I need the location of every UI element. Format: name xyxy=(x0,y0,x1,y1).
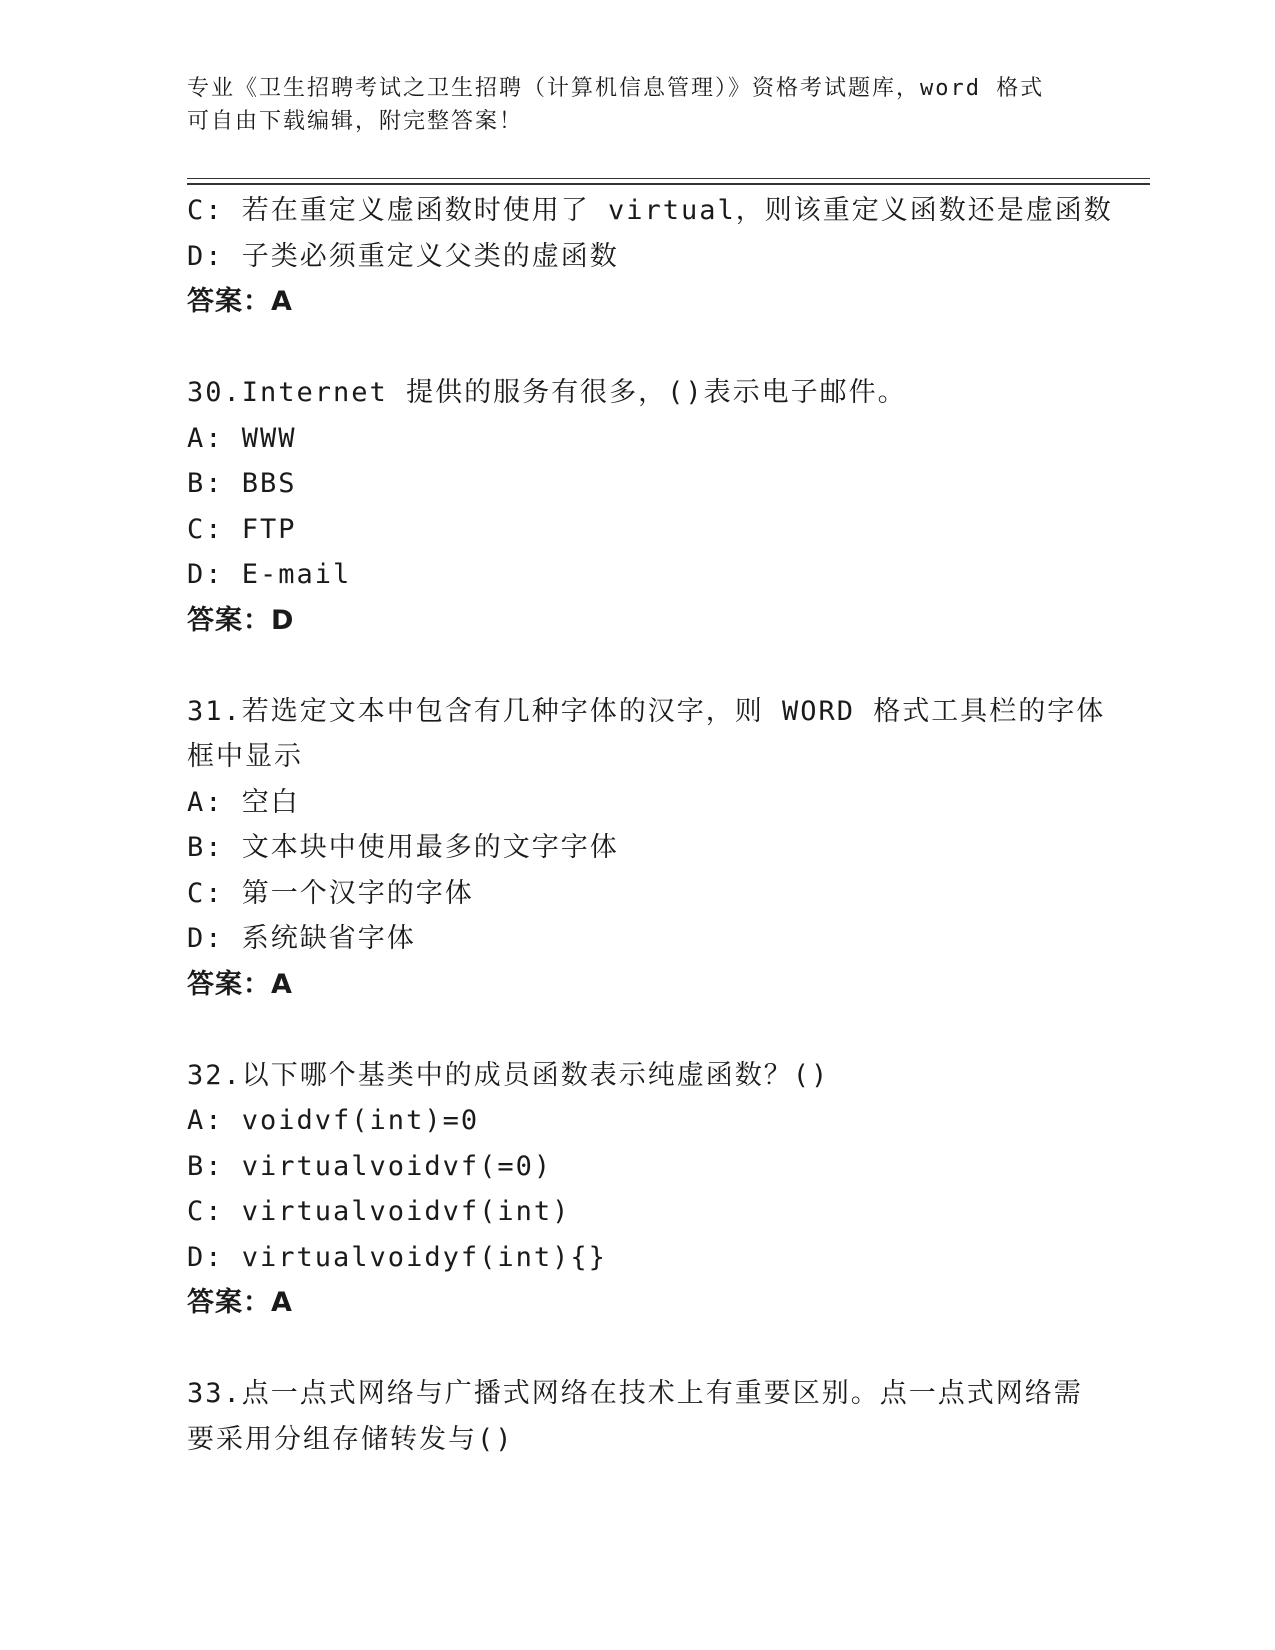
question-31 xyxy=(187,689,1107,1008)
option-c: C: virtualvoidvf(int) xyxy=(187,1196,571,1227)
option-b: B: BBS xyxy=(187,468,297,499)
answer-line: 答案：A xyxy=(187,968,293,1000)
spacer xyxy=(187,325,1107,371)
option-c: C: FTP xyxy=(187,513,297,545)
question-29-continued xyxy=(187,188,1113,325)
question-text-line-2: 要采用分组存储转发与() xyxy=(187,1423,514,1455)
header-divider-thin xyxy=(187,178,1150,179)
option-b: B: 文本块中使用最多的文字字体 xyxy=(187,832,619,863)
option-c: C: 第一个汉字的字体 xyxy=(187,877,474,909)
question-text-line-2: 框中显示 xyxy=(187,741,303,772)
option-d: D: E-mail xyxy=(187,559,352,590)
spacer xyxy=(187,1007,1107,1053)
question-30 xyxy=(187,370,1107,643)
option-d: D: 子类必须重定义父类的虚函数 xyxy=(187,240,619,272)
header-divider-thick xyxy=(187,183,1150,185)
document-header xyxy=(187,72,1087,138)
answer-line: 答案：D xyxy=(187,604,295,636)
option-b: B: virtualvoidvf(=0) xyxy=(187,1150,553,1182)
option-a: A: voidvf(int)=0 xyxy=(187,1105,480,1136)
answer-line: 答案：A xyxy=(187,286,293,317)
answer-line: 答案：A xyxy=(187,1287,293,1318)
option-a: A: WWW xyxy=(187,422,297,454)
question-32 xyxy=(187,1053,1107,1326)
header-title-line-1: 专业《卫生招聘考试之卫生招聘（计算机信息管理）》资格考试题库，word 格式 xyxy=(187,76,1045,101)
question-text: 32.以下哪个基类中的成员函数表示纯虚函数？() xyxy=(187,1059,830,1091)
header-title-line-2: 可自由下载编辑，附完整答案！ xyxy=(187,109,524,134)
question-text: 30.Internet 提供的服务有很多，()表示电子邮件。 xyxy=(187,377,907,408)
option-a: A: 空白 xyxy=(187,786,300,818)
spacer xyxy=(187,1326,1107,1372)
question-33 xyxy=(187,1371,1107,1462)
question-text-line-1: 31.若选定文本中包含有几种字体的汉字，则 WORD 格式工具栏的字体 xyxy=(187,695,1106,727)
question-list xyxy=(187,188,1113,1462)
question-text-line-1: 33.点一点式网络与广播式网络在技术上有重要区别。点一点式网络需 xyxy=(187,1378,1083,1409)
option-c: C: 若在重定义虚函数时使用了 virtual，则该重定义函数还是虚函数 xyxy=(187,195,1113,226)
option-d: D: 系统缺省字体 xyxy=(187,923,416,954)
spacer xyxy=(187,643,1107,689)
option-d: D: virtualvoidyf(int){} xyxy=(187,1241,607,1273)
